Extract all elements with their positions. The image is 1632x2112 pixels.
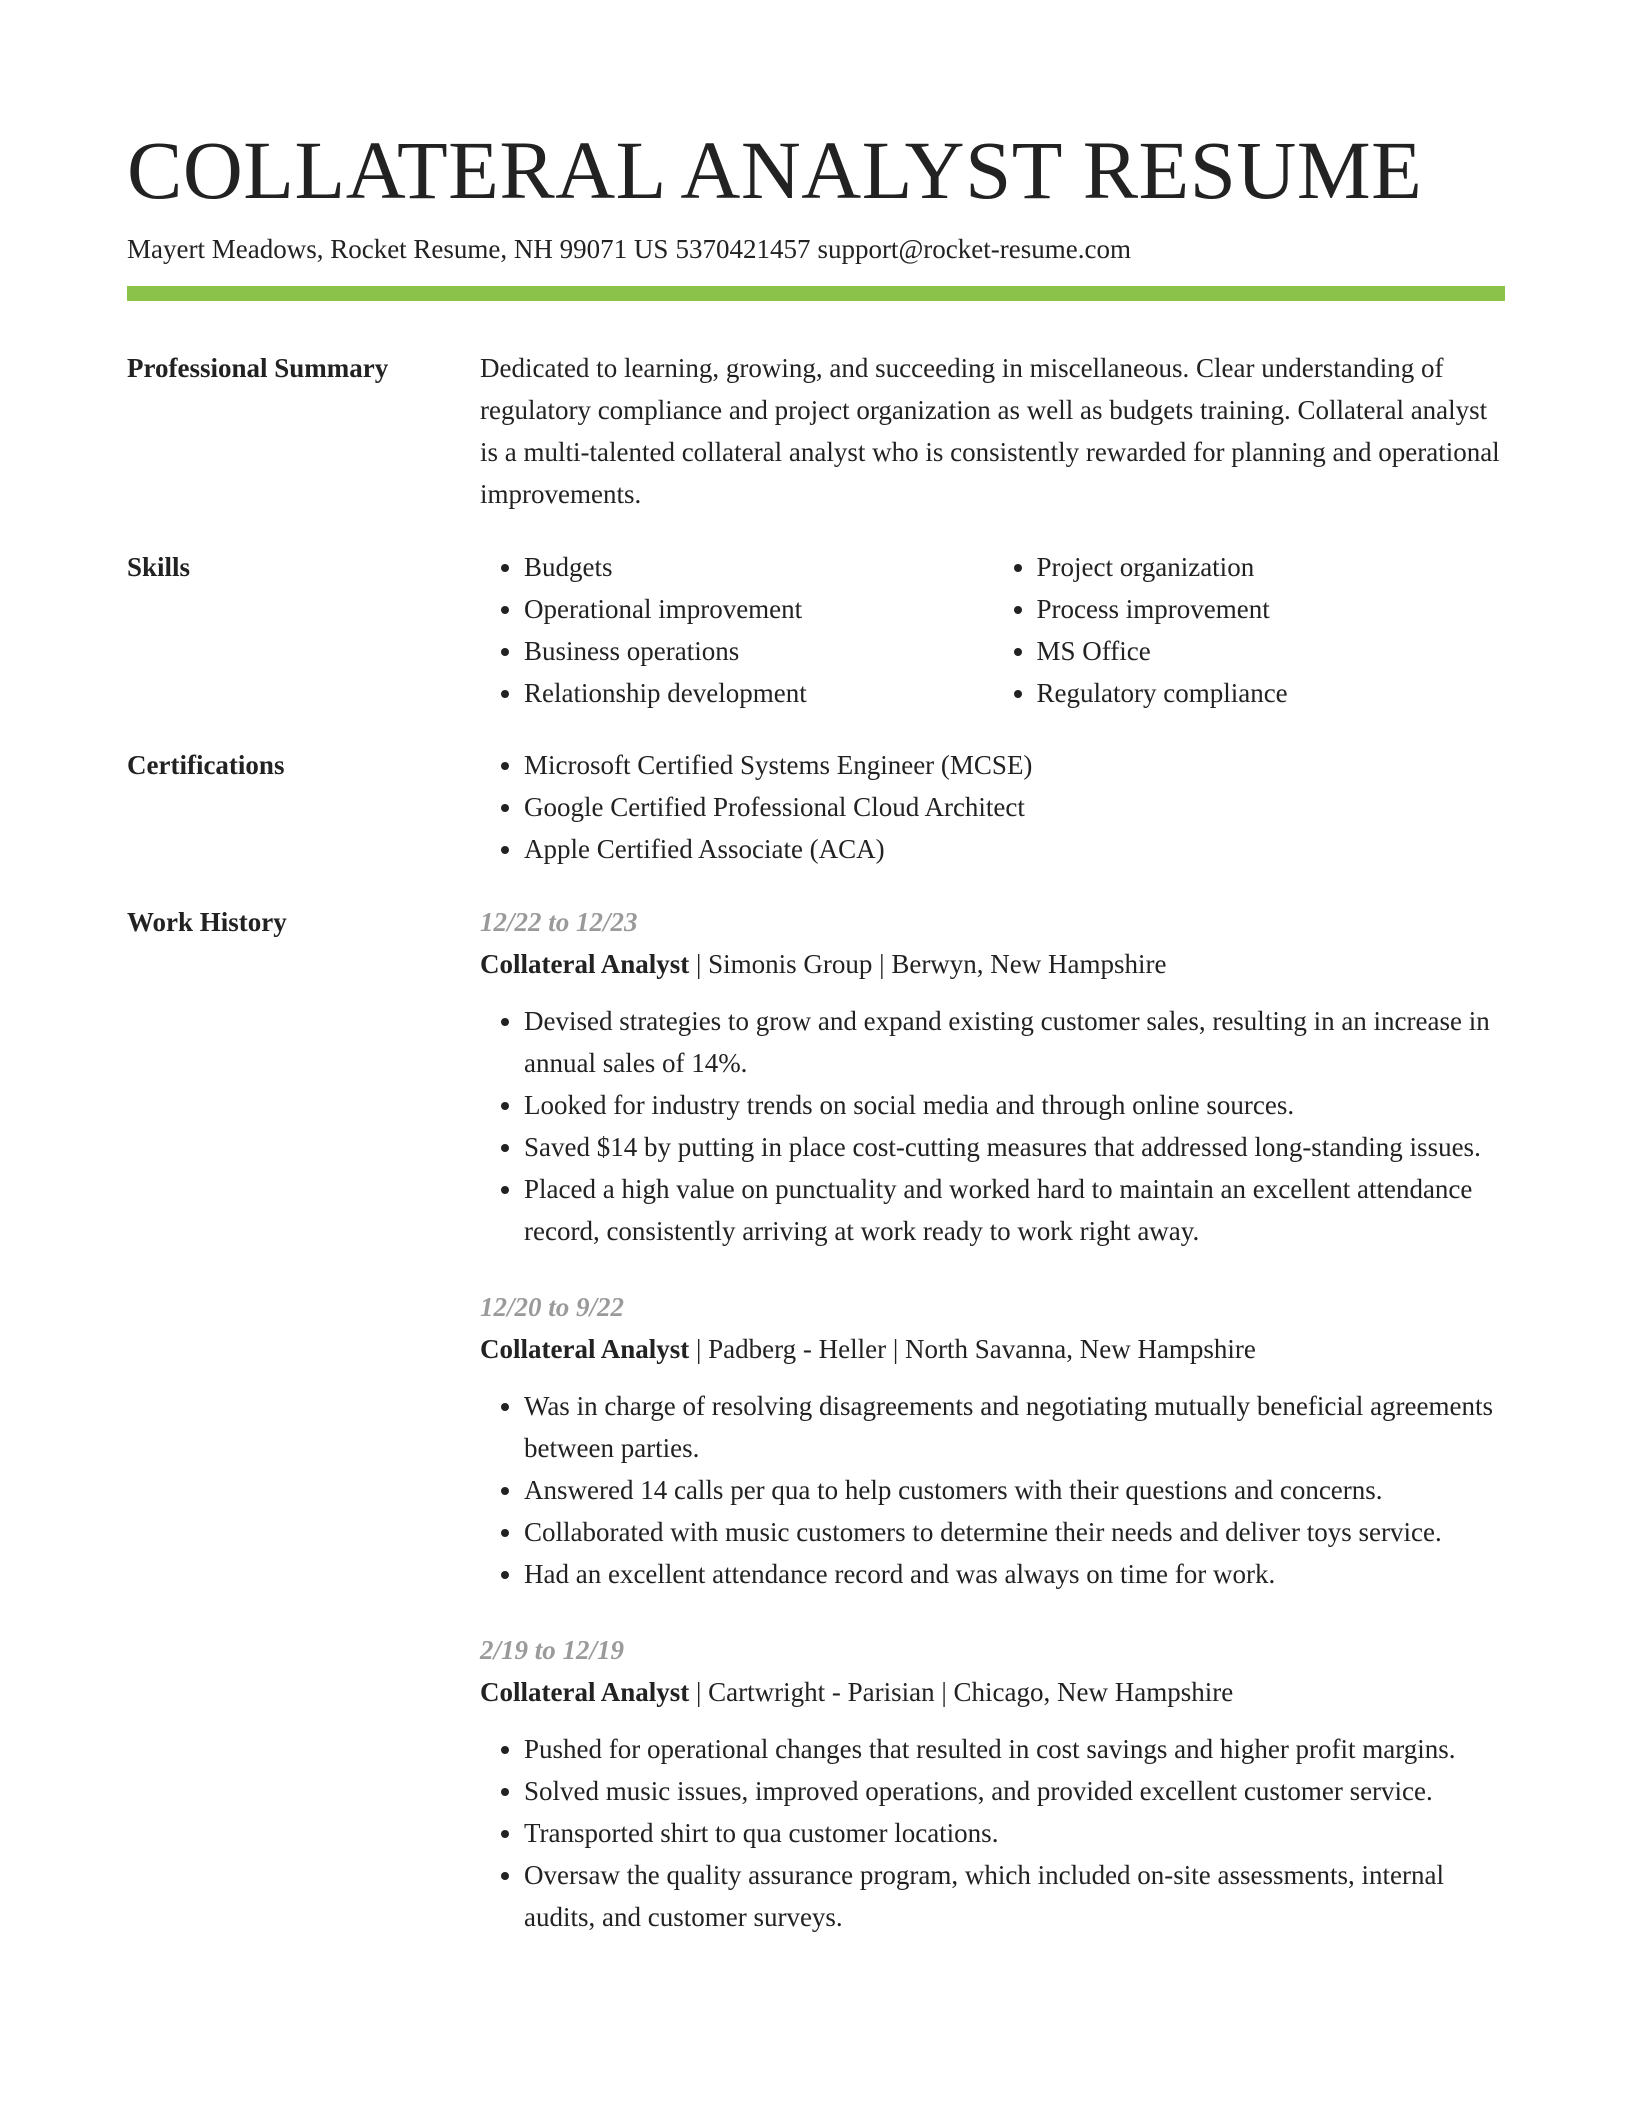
skill-item: • Budgets bbox=[524, 546, 993, 588]
job-details: | Cartwright - Parisian | Chicago, New Hampshire bbox=[689, 1677, 1234, 1707]
job-bullet: • Had an excellent attendance record and was always on time for work. bbox=[524, 1553, 1505, 1595]
summary-text: Dedicated to learning, growing, and succeeding in miscellaneous. Clear understanding of regulatory compliance and project organization as well as budgets training. Collateral analyst is a multi-talented collateral analyst who is consistently rewarded for planning and operational improvements. bbox=[480, 353, 1500, 509]
contact-email: support@rocket-resume.com bbox=[817, 234, 1131, 264]
certifications-label: Certifications bbox=[127, 750, 285, 780]
job-dates: 12/20 to 9/22 bbox=[480, 1292, 625, 1322]
skills-grid bbox=[480, 546, 1505, 714]
job-bullets bbox=[480, 1728, 1505, 1938]
summary-label: Professional Summary bbox=[127, 353, 389, 383]
job-bullet: • Collaborated with music customers to determine their needs and deliver toys service. bbox=[524, 1511, 1505, 1553]
job-bullet: • Devised strategies to grow and expand existing customer sales, resulting in an increase in annual sales of 14%. bbox=[524, 1000, 1505, 1084]
job-entry bbox=[480, 1286, 1505, 1595]
job-bullets bbox=[480, 1385, 1505, 1595]
job-dates: 12/22 to 12/23 bbox=[480, 907, 638, 937]
header-divider bbox=[127, 286, 1505, 301]
certification-item: • Google Certified Professional Cloud Architect bbox=[524, 786, 1505, 828]
job-heading bbox=[480, 943, 1505, 985]
job-entry bbox=[480, 1629, 1505, 1938]
job-title: Collateral Analyst bbox=[480, 1677, 690, 1707]
job-bullet: • Oversaw the quality assurance program, which included on-site assessments, internal audits, and customer surveys. bbox=[524, 1854, 1505, 1938]
resume-title: COLLATERAL ANALYST RESUME bbox=[127, 124, 1423, 216]
job-title: Collateral Analyst bbox=[480, 949, 690, 979]
contact-address: Mayert Meadows, Rocket Resume, NH 99071 US bbox=[127, 234, 669, 264]
work-history-label: Work History bbox=[127, 907, 287, 937]
job-bullet: • Was in charge of resolving disagreements and negotiating mutually beneficial agreements between parties. bbox=[524, 1385, 1505, 1469]
job-heading bbox=[480, 1671, 1505, 1713]
skill-item: • Operational improvement bbox=[524, 588, 993, 630]
job-dates: 2/19 to 12/19 bbox=[480, 1635, 625, 1665]
job-details: | Simonis Group | Berwyn, New Hampshire bbox=[689, 949, 1167, 979]
skill-item: • Process improvement bbox=[1037, 588, 1506, 630]
skill-item: • MS Office bbox=[1037, 630, 1506, 672]
skill-item: • Relationship development bbox=[524, 672, 993, 714]
job-bullet: • Pushed for operational changes that resulted in cost savings and higher profit margins. bbox=[524, 1728, 1505, 1770]
skills-body bbox=[480, 546, 1505, 714]
skills-list-right bbox=[993, 546, 1506, 714]
job-bullet: • Solved music issues, improved operations, and provided excellent customer service. bbox=[524, 1770, 1505, 1812]
skills-label: Skills bbox=[127, 552, 191, 582]
job-entry bbox=[480, 901, 1505, 1252]
skills-list-left bbox=[480, 546, 993, 714]
summary-body bbox=[480, 347, 1505, 515]
job-bullet: • Placed a high value on punctuality and worked hard to maintain an excellent attendance record, consistently arriving at work ready to work right away. bbox=[524, 1168, 1505, 1252]
skill-item: • Regulatory compliance bbox=[1037, 672, 1506, 714]
contact-line bbox=[127, 231, 1131, 267]
job-bullet: • Transported shirt to qua customer locations. bbox=[524, 1812, 1505, 1854]
certification-item: • Apple Certified Associate (ACA) bbox=[524, 828, 1505, 870]
skill-item: • Business operations bbox=[524, 630, 993, 672]
certifications-body bbox=[480, 744, 1505, 870]
job-bullets bbox=[480, 1000, 1505, 1252]
job-heading bbox=[480, 1328, 1505, 1370]
certification-item: • Microsoft Certified Systems Engineer (MCSE) bbox=[524, 744, 1505, 786]
job-title: Collateral Analyst bbox=[480, 1334, 690, 1364]
job-bullet: • Looked for industry trends on social media and through online sources. bbox=[524, 1084, 1505, 1126]
skill-item: • Project organization bbox=[1037, 546, 1506, 588]
job-bullet: • Saved $14 by putting in place cost-cutting measures that addressed long-standing issues. bbox=[524, 1126, 1505, 1168]
certifications-list bbox=[480, 744, 1505, 870]
work-history-body bbox=[480, 901, 1505, 1972]
contact-phone: 5370421457 bbox=[675, 234, 811, 264]
job-details: | Padberg - Heller | North Savanna, New Hampshire bbox=[689, 1334, 1256, 1364]
job-bullet: • Answered 14 calls per qua to help customers with their questions and concerns. bbox=[524, 1469, 1505, 1511]
